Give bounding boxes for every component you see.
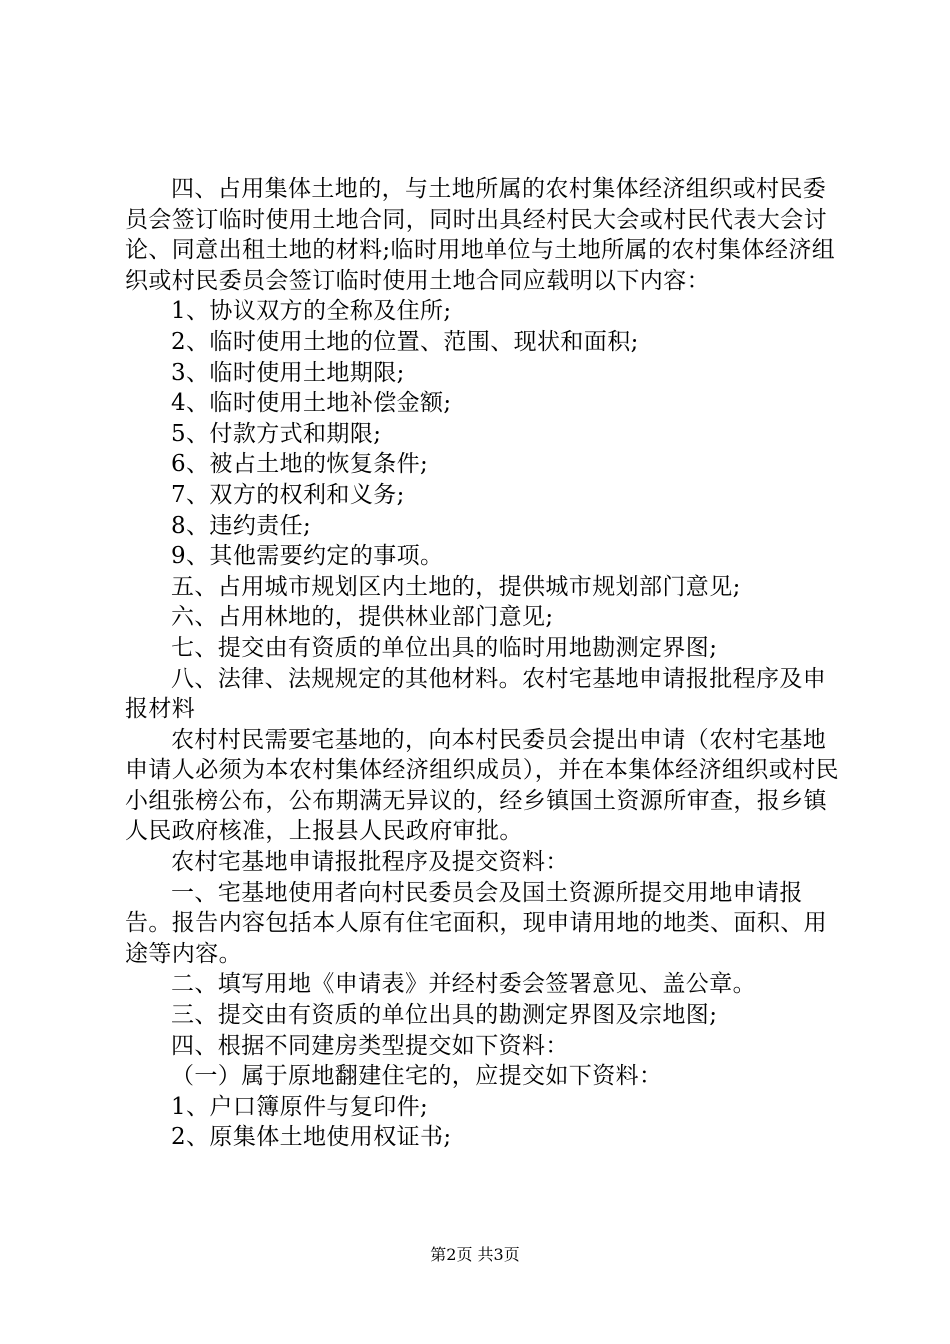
- paragraph: 一、宅基地使用者向村民委员会及国土资源所提交用地申请报告。报告内容包括本人原有住宅面积，现申请用地的地类、面积、用途等内容。: [125, 879, 827, 967]
- paragraph: 四、占用集体土地的，与土地所属的农村集体经济组织或村民委员会签订临时使用土地合同，同时出具经村民大会或村民代表大会讨论、同意出租土地的材料;临时用地单位与土地所属的农村集体经济组织或村民委员会签订临时使用土地合同应载明以下内容：: [125, 176, 836, 294]
- list-item: 8、违约责任;: [171, 512, 312, 539]
- list-item: 5、付款方式和期限;: [171, 420, 382, 447]
- list-item: 3、临时使用土地期限;: [171, 359, 405, 386]
- list-item: 1、户口簿原件与复印件;: [171, 1093, 429, 1120]
- page-number-footer: 第2页 共3页: [430, 1245, 520, 1264]
- list-item: 2、原集体土地使用权证书;: [171, 1124, 452, 1151]
- list-item: 2、临时使用土地的位置、范围、现状和面积;: [171, 328, 639, 355]
- paragraph: 五、占用城市规划区内土地的，提供城市规划部门意见;: [171, 573, 741, 600]
- paragraph: （一）属于原地翻建住宅的，应提交如下资料：: [171, 1063, 663, 1090]
- list-item: 1、协议双方的全称及住所;: [171, 298, 452, 325]
- list-item: 9、其他需要约定的事项。: [171, 543, 444, 570]
- paragraph: 二、填写用地《申请表》并经村委会签署意见、盖公章。: [171, 971, 756, 998]
- paragraph: 四、根据不同建房类型提交如下资料：: [171, 1032, 569, 1059]
- paragraph: 六、占用林地的，提供林业部门意见;: [171, 604, 554, 631]
- document-body: [125, 174, 845, 1153]
- paragraph: 八、法律、法规规定的其他材料。农村宅基地申请报批程序及申报材料: [125, 665, 827, 723]
- list-item: 4、临时使用土地补偿金额;: [171, 390, 452, 417]
- paragraph: 农村宅基地申请报批程序及提交资料：: [171, 849, 569, 876]
- paragraph: 三、提交由有资质的单位出具的勘测定界图及宗地图;: [171, 1002, 718, 1029]
- list-item: 7、双方的权利和义务;: [171, 481, 405, 508]
- paragraph: 农村村民需要宅基地的，向本村民委员会提出申请（农村宅基地申请人必须为本农村集体经济组织成员），并在本集体经济组织或村民小组张榜公布，公布期满无异议的，经乡镇国土资源所审查，报乡镇人民政府核准，上报县人民政府审批。: [125, 726, 839, 845]
- list-item: 6、被占土地的恢复条件;: [171, 451, 429, 478]
- paragraph: 七、提交由有资质的单位出具的临时用地勘测定界图;: [171, 634, 718, 661]
